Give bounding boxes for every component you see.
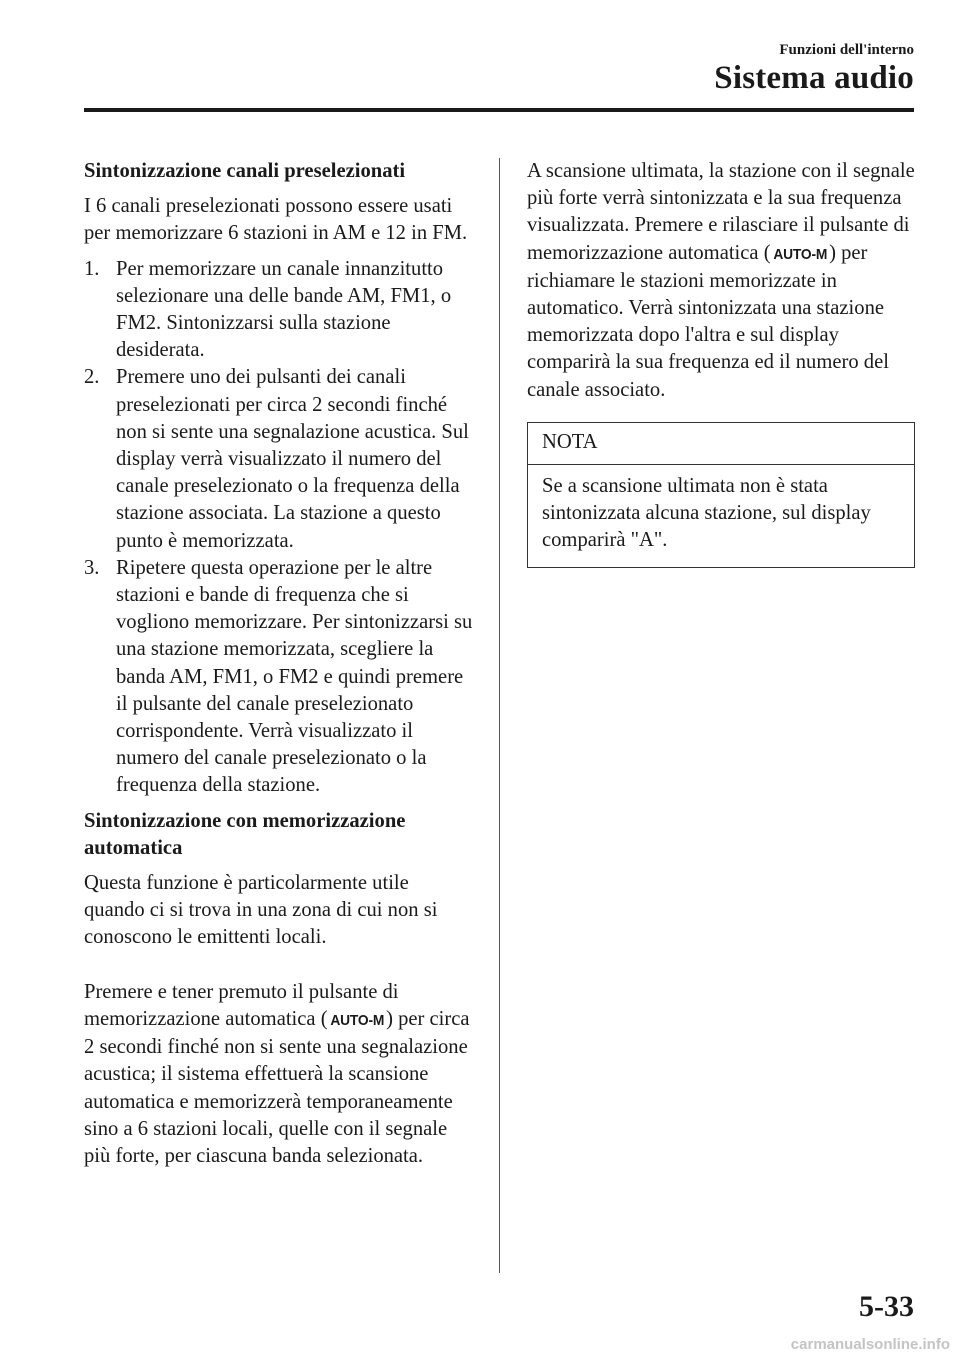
column-divider xyxy=(499,158,500,1273)
auto-intro-paragraph: Questa funzione è particolarmente utile quando ci si trova in una zona di cui non si conoscono le emittenti locali. xyxy=(84,872,438,949)
step-number: 1. xyxy=(84,257,100,280)
step-text: Per memorizzare un canale innanzitutto selezionare una delle bande AM, FM1, o FM2. Sintonizzarsi sulla stazione desiderata. xyxy=(116,257,452,362)
list-item xyxy=(84,555,474,800)
step-number: 3. xyxy=(84,556,100,579)
note-body: Se a scansione ultimata non è stata sintonizzata alcuna stazione, sul display comparirà "A". xyxy=(542,475,871,552)
header-section-label: Funzioni dell'interno xyxy=(779,42,914,58)
section-heading-auto-memory: Sintonizzazione con memorizzazione automatica xyxy=(84,809,406,859)
watermark: carmanualsonline.info xyxy=(790,1336,950,1353)
section-heading-preset: Sintonizzazione canali preselezionati xyxy=(84,160,406,182)
auto-instructions-paragraph xyxy=(84,979,474,1170)
left-column xyxy=(84,158,474,1170)
list-item xyxy=(84,364,474,554)
note-title: NOTA xyxy=(528,423,914,465)
page-title: Sistema audio xyxy=(714,60,914,96)
text-run: A scansione ultimata, la stazione con il segnale più forte verrà sintonizzata e la sua frequenza visualizzata. Premere e rilasciare il pulsante di memorizzazione automatica ( xyxy=(527,160,915,264)
text-run: Premere e tener premuto il pulsante di memorizzazione automatica ( xyxy=(84,980,399,1030)
list-item xyxy=(84,256,474,365)
auto-m-button-icon: AUTO-M xyxy=(772,245,827,263)
right-column xyxy=(527,158,917,568)
scan-result-paragraph xyxy=(527,158,917,404)
step-text: Premere uno dei pulsanti dei canali preselezionati per circa 2 secondi finché non si sente una segnalazione acustica. Sul display verrà visualizzato il numero del canale preselezionato o la frequenza della stazione associata. La stazione a questo punto è memorizzata. xyxy=(116,366,469,552)
text-run: ) per circa 2 secondi finché non si sente una segnalazione acustica; il sistema effettuerà la scansione automatica e memorizzerà temporaneamente sino a 6 stazioni locali, quelle con il segnale più forte, per ciascuna banda selezionata. xyxy=(84,1007,470,1167)
note-box xyxy=(527,422,915,568)
auto-m-button-icon: AUTO-M xyxy=(329,1011,384,1029)
step-number: 2. xyxy=(84,366,100,389)
steps-list xyxy=(84,256,474,800)
step-text: Ripetere questa operazione per le altre stazioni e bande di frequenza che si vogliono memorizzare. Per sintonizzarsi su una stazione memorizzata, scegliere la banda AM, FM1, o FM2 e quindi premere il pulsante del canale preselezionato corrispondente. Verrà visualizzato il numero del canale preselezionato o la frequenza della stazione. xyxy=(116,556,473,797)
header-rule xyxy=(84,108,914,112)
page-number: 5-33 xyxy=(859,1290,914,1323)
intro-paragraph: I 6 canali preselezionati possono essere usati per memorizzare 6 stazioni in AM e 12 in FM. xyxy=(84,195,468,245)
text-run: ) per richiamare le stazioni memorizzate in automatico. Verrà sintonizzata una stazione memorizzata dopo l'altra e sul display comparirà la sua frequenza ed il numero del canale associato. xyxy=(527,241,889,401)
